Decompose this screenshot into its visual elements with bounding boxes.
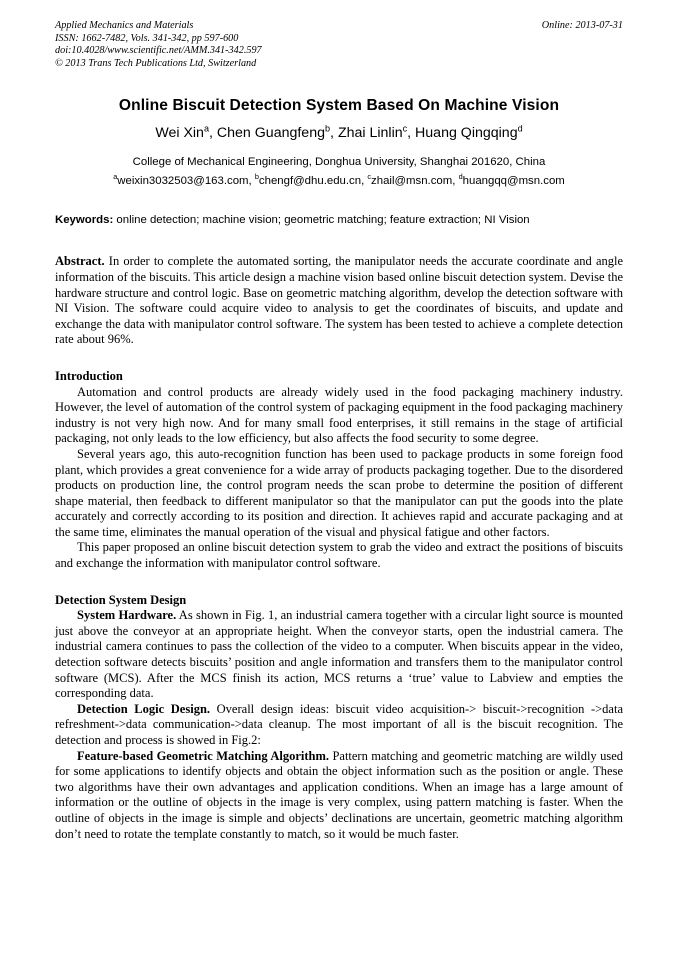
author-separator: , [330, 125, 338, 142]
online-date: Online: 2013-07-31 [541, 20, 623, 31]
body-paragraph [55, 749, 623, 843]
author-affiliation-marker: d [517, 123, 523, 134]
email-marker: b [254, 172, 259, 182]
email-separator: , [452, 175, 459, 188]
paragraph-text: As shown in Fig. 1, an industrial camera together with a circular light source is mounted just above the conveyor at an appropriate height. When the conveyor starts, open the industrial camera. The industrial camera continues to pass the collection of the video to a computer. When biscuits appear in the video, detection software detects biscuits’ position and angle information and transfers them to the manipulator control software (MCS). After the MCS finish its action, MCS returns a ‘true’ value to Labview and empties the corresponding data. [55, 608, 623, 701]
author-affiliation-marker: a [203, 123, 210, 134]
email-separator: , [248, 175, 255, 188]
author-name: Chen Guangfeng [216, 125, 325, 142]
email-address[interactable]: weixin3032503@163.com [117, 175, 249, 188]
email-marker: a [113, 172, 118, 182]
author-name: Huang Qingqing [415, 125, 518, 142]
abstract-label: Abstract. [55, 254, 105, 269]
body-paragraph [55, 385, 623, 447]
paragraph-text: Overall design ideas: biscuit video acquisition-> biscuit->recognition ->data refreshment->data communication->data cleanup. The most important of all is the biscuit recognition. The detection and process is showed in Fig.2: [55, 701, 623, 747]
journal-header [55, 20, 623, 70]
body-paragraph [55, 540, 623, 571]
email-separator: , [361, 175, 368, 188]
keywords-line [55, 213, 623, 228]
section-heading: Introduction [55, 368, 123, 383]
abstract-paragraph [55, 254, 623, 348]
journal-header-top-row [55, 20, 623, 33]
issn-line: ISSN: 1662-7482, Vols. 341-342, pp 597-600 [55, 32, 239, 44]
author-affiliation-marker: b [324, 123, 331, 134]
journal-name: Applied Mechanics and Materials [55, 20, 194, 31]
author-separator: , [407, 125, 416, 142]
keywords-value: online detection; machine vision; geometric matching; feature extraction; NI Vision [116, 214, 530, 227]
email-address[interactable]: huangqq@msn.com [462, 175, 565, 188]
section-heading: Detection System Design [55, 592, 187, 607]
email-marker: d [458, 172, 463, 182]
doi-line: doi:10.4028/www.scientific.net/AMM.341-342.597 [55, 45, 262, 57]
abstract-text: In order to complete the automated sorting, the manipulator needs the accurate coordinate and angle information of the biscuits. This article design a machine vision based online biscuit detection system. Devise the hardware structure and control logic. Base on geometric matching algorithm, develop the detection software with NI Vision. The software could acquire video to analysis to get the coordinates of biscuits, and update and exchange the data with manipulator control software. The system has been tested to achieve a complete detection rate about 96%. [55, 254, 624, 347]
run-in-heading: Detection Logic Design. [77, 701, 211, 716]
run-in-heading: Feature-based Geometric Matching Algorithm. [77, 748, 330, 763]
paragraph-text: Pattern matching and geometric matching are wildly used for some applications to identify objects and obtain the object information such as the position or angle. These two algorithms have their own advantages and application conditions. When an image has a large amount of information or the outline of objects in the image is very complex, using pattern matching is faster. When the outline of objects in the image is simple and objects’ declinations are uncertain, geometric matching algorithm don’t need to rotate the template constantly to match, so it would be much faster. [55, 748, 624, 841]
paper-title: Online Biscuit Detection System Based On Machine Vision [118, 97, 560, 115]
sections-container [55, 369, 623, 842]
paragraph-text: This paper proposed an online biscuit detection system to grab the video and extract the positions of biscuits and exchange the information with manipulator control software. [55, 540, 623, 571]
author-name: Zhai Linlin [337, 125, 403, 142]
paragraph-text: Automation and control products are already widely used in the food packaging machinery industry. However, the level of automation of the control system of packaging equipment in the food packaging machinery industry is not very high now. And for many small food enterprises, it still remains in the stage of artificial packaging, not only leads to the low efficiency, but also affects the food security to some degree. [55, 384, 623, 446]
keywords-label: Keywords: [55, 214, 114, 227]
email-marker: c [367, 172, 372, 182]
body-paragraph [55, 702, 623, 749]
paragraph-text: Several years ago, this auto-recognition function has been used to package products in some foreign food plant, which provides a great convenience for a wide array of products packaging together. Due to the disordered products on production line, the control program needs the scan probe to determine the position of different shape material, then feedback to different manipulator so that the manipulator can put the goods into the plate accurately and correctly according to its position and direction. It achieves rapid and accurate packaging and at the same time, eliminates the manual operation of the visual and physical fatigue and other factors. [55, 446, 623, 539]
run-in-heading: System Hardware. [77, 608, 177, 623]
author-name: Wei Xin [155, 125, 204, 142]
email-address[interactable]: zhail@msn.com [371, 175, 453, 188]
email-address[interactable]: chengf@dhu.edu.cn [258, 175, 362, 188]
author-affiliation-marker: c [402, 123, 408, 134]
affiliation: College of Mechanical Engineering, Donghua University, Shanghai 201620, China [132, 156, 546, 169]
email-list [55, 174, 623, 189]
author-separator: , [209, 125, 217, 142]
author-list [55, 124, 623, 142]
body-paragraph [55, 608, 623, 702]
body-paragraph [55, 447, 623, 541]
copyright-line: © 2013 Trans Tech Publications Ltd, Switzerland [55, 57, 257, 69]
